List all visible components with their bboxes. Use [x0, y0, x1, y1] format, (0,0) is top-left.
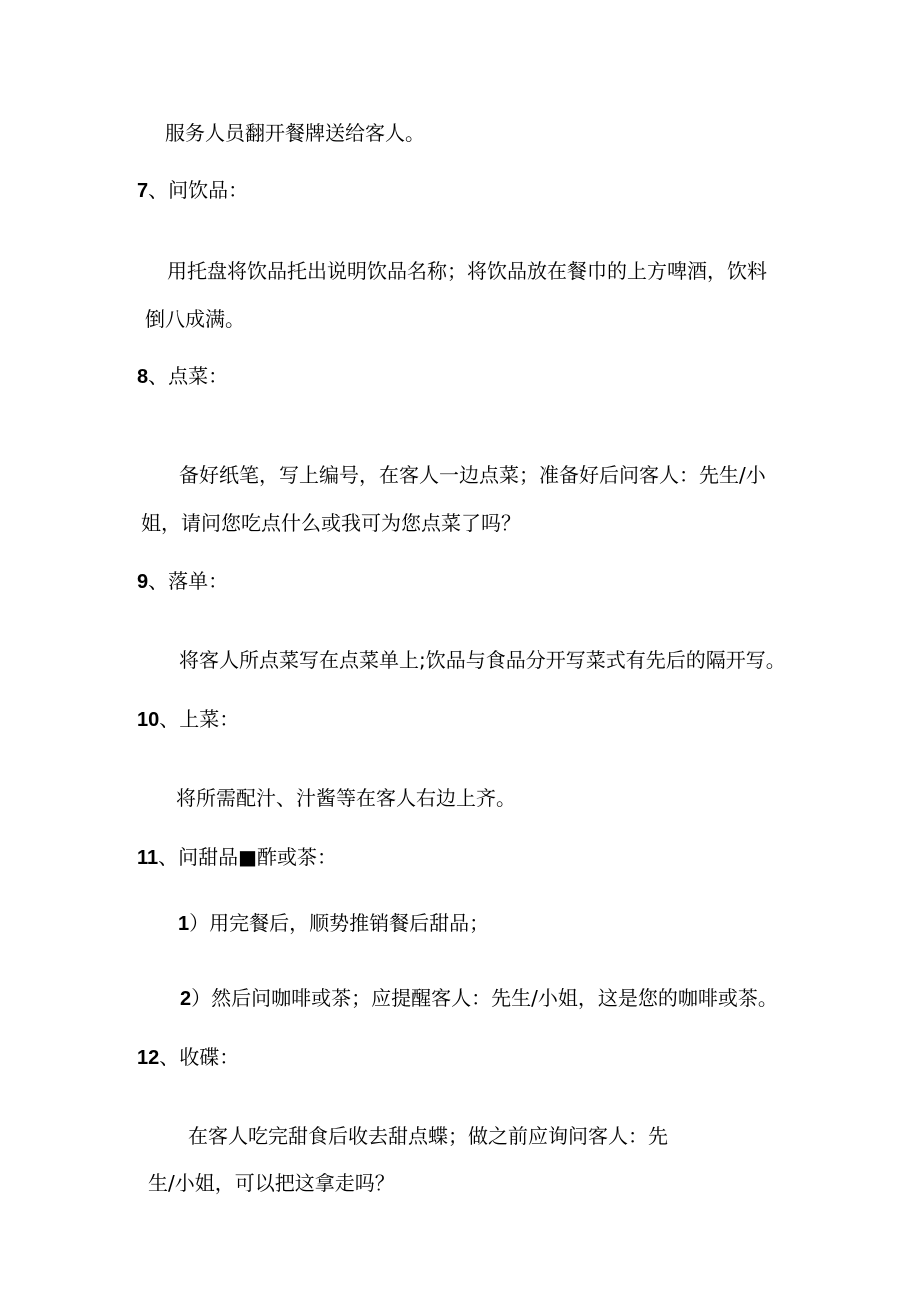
section-title: 、点菜： [148, 364, 229, 388]
section-number: 9 [137, 571, 149, 593]
section-heading-8 [137, 364, 228, 389]
section-heading-11 [137, 845, 337, 870]
section-number: 10 [137, 709, 160, 731]
section-number: 8 [137, 366, 149, 388]
paragraph-line: 服务人员翻开餐牌送给客人。 [165, 121, 425, 145]
section-title: 、问饮品： [148, 178, 249, 202]
list-item-number: 2 [180, 988, 192, 1010]
section-title: 、上菜： [159, 707, 240, 731]
section-heading-12 [137, 1045, 239, 1070]
section-title: 、落单： [148, 569, 229, 593]
paragraph-line: 生/小姐，可以把这拿走吗？ [148, 1171, 395, 1195]
paragraph-line: 将所需配汁、汁酱等在客人右边上齐。 [176, 786, 516, 810]
paragraph-line: 用托盘将饮品托出说明饮品名称；将饮品放在餐巾的上方啤酒，饮料 [167, 259, 767, 283]
paragraph-line: 姐，请问您吃点什么或我可为您点菜了吗？ [141, 511, 521, 535]
section-title: 、收碟： [159, 1045, 240, 1069]
section-number: 7 [137, 180, 149, 202]
paragraph-line: 将客人所点菜写在点菜单上;饮品与食品分开写菜式有先后的隔开写。 [179, 648, 786, 672]
paragraph-line: 倒八成满。 [145, 307, 245, 331]
list-item-number: 1 [178, 913, 190, 935]
list-item-text: ）用完餐后，顺势推销餐后甜品； [189, 911, 490, 935]
paragraph-line: 备好纸笔，写上编号，在客人一边点菜；准备好后问客人：先生/小 [179, 463, 766, 487]
list-item-text: ）然后问咖啡或茶；应提醒客人：先生/小姐，这是您的咖啡或茶。 [191, 986, 778, 1010]
paragraph-line: 在客人吃完甜食后收去甜点蝶；做之前应询问客人：先 [188, 1124, 668, 1148]
list-item-2 [180, 986, 778, 1011]
section-heading-10 [137, 707, 239, 732]
section-title: 、问甜品■酢或茶： [158, 845, 338, 869]
section-number: 11 [137, 847, 159, 869]
section-heading-7 [137, 178, 248, 203]
section-number: 12 [137, 1047, 160, 1069]
section-heading-9 [137, 569, 228, 594]
list-item-1 [178, 911, 489, 936]
